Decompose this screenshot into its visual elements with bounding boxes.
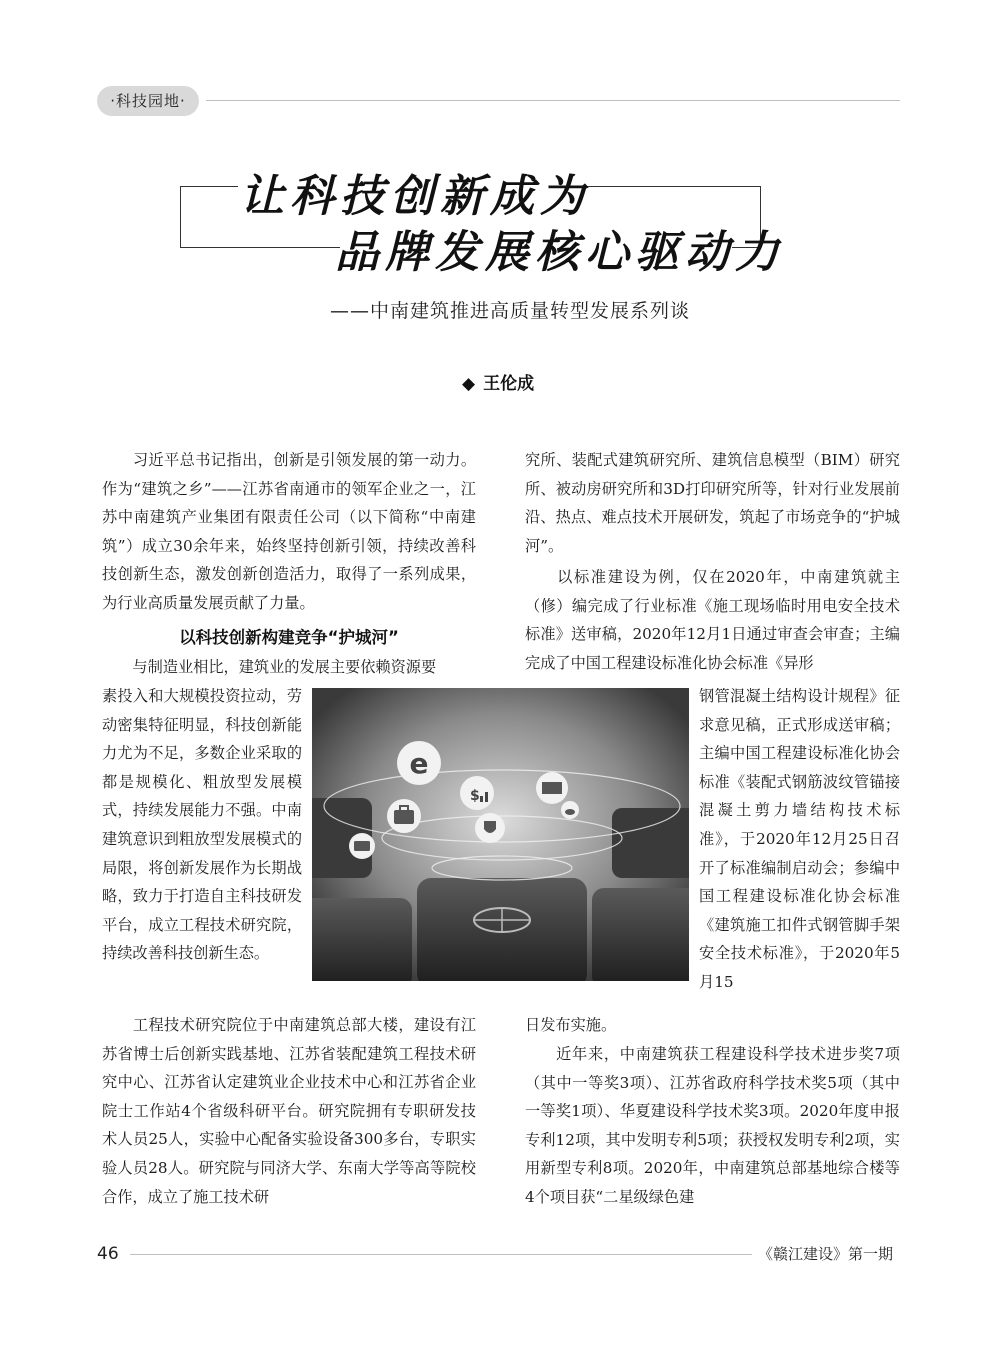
right-paragraph-3: 近年来，中南建筑获工程建设科学技术进步奖7项（其中一等奖3项）、江苏省政府科学技术奖5项（其中一等奖1项）、华夏建设科学技术奖3项。2020年度申报专利12项，其中发明专利5项；获授权发明专利2项，实用新型专利8项。2020年，中南建筑总部基地综合楼等4个项目获“二星级绿色建 [525, 1045, 900, 1206]
title-frame-top-left [180, 186, 238, 187]
right-paragraph-1: 究所、装配式建筑研究所、建筑信息模型（BIM）研究所、被动房研究所和3D打印研究所等，针对行业发展前沿、热点、难点技术开展研发，筑起了市场竞争的“护城河”。 [525, 451, 900, 555]
svg-text:e: e [409, 747, 429, 780]
article-subtitle: ——中南建筑推进高质量转型发展系列谈 [330, 300, 691, 322]
keyboard-key [612, 808, 689, 878]
right-paragraph-2-wrap: 钢管混凝土结构设计规程》征求意见稿，正式形成送审稿；主编中国工程建设标准化协会标准《装配式钢筋波纹管锚接混凝土剪力墙结构技术标准》，于2020年12月25日召开了标准编制启动会；参编中国工程建设标准化协会标准《建筑施工扣件式钢管脚手架安全技术标准》，于2020年5月15 [699, 687, 900, 991]
tech-illustration [312, 688, 689, 981]
keyboard-key [312, 898, 412, 981]
article-photo [312, 688, 689, 981]
right-paragraph-2-end: 日发布实施。 [525, 1016, 617, 1034]
left-paragraph-3: 工程技术研究院位于中南建筑总部大楼，建设有江苏省博士后创新实践基地、江苏省装配建筑工程技术研究中心、江苏省认定建筑业企业技术中心和江苏省企业院士工作站4个省级科研平台。研究院拥有专职研发技术人员25人，实验中心配备实验设备300多台，专职实验人员28人。研究院与同济大学、东南大学等高等院校合作，成立了施工技术研 [102, 1016, 476, 1206]
section-label: ·科技园地· [97, 86, 199, 116]
keyboard-key [592, 888, 689, 981]
left-paragraph-2-wrap: 素投入和大规模投资拉动，劳动密集特征明显，科技创新能力尤为不足，多数企业采取的都是规模化、粗放型发展模式，持续发展能力不强。中南建筑意识到粗放型发展模式的局限，将创新发展作为长期战略，致力于打造自主科技研发平台，成立工程技术研究院，持续改善科技创新生态。 [102, 687, 302, 963]
diamond-icon: ◆ [462, 374, 476, 394]
footer-divider [130, 1254, 752, 1255]
header-divider [206, 100, 900, 101]
article-title-line1: 让科技创新成为 [240, 171, 590, 222]
title-frame-bottom-left [180, 247, 340, 248]
right-paragraph-2-lead: 以标准建设为例，仅在2020年，中南建筑就主（修）编完成了行业标准《施工现场临时用电安全技术标准》送审稿，2020年12月1日通过审查会审查；主编完成了中国工程建设标准化协会标准《异形 [525, 568, 900, 672]
title-frame-left [180, 186, 181, 248]
section-heading: 以科技创新构建竞争“护城河” [179, 628, 399, 647]
svg-text:$: $ [470, 788, 480, 804]
author-name: 王伦成 [483, 374, 535, 394]
article-title-line2: 品牌发展核心驱动力 [335, 227, 785, 278]
author-line [462, 369, 534, 394]
page-number: 46 [97, 1244, 119, 1264]
left-paragraph-1: 习近平总书记指出，创新是引领发展的第一动力。作为“建筑之乡”——江苏省南通市的领军企业之一，江苏中南建筑产业集团有限责任公司（以下简称“中南建筑”）成立30余年来，始终坚持创新引领，持续改善科技创新生态，激发创新创造活力，取得了一系列成果，为行业高质量发展贡献了力量。 [102, 451, 476, 612]
left-paragraph-2-lead: 与制造业相比，建筑业的发展主要依赖资源要 [132, 658, 437, 676]
journal-name: 《赣江建设》第一期 [758, 1245, 894, 1263]
